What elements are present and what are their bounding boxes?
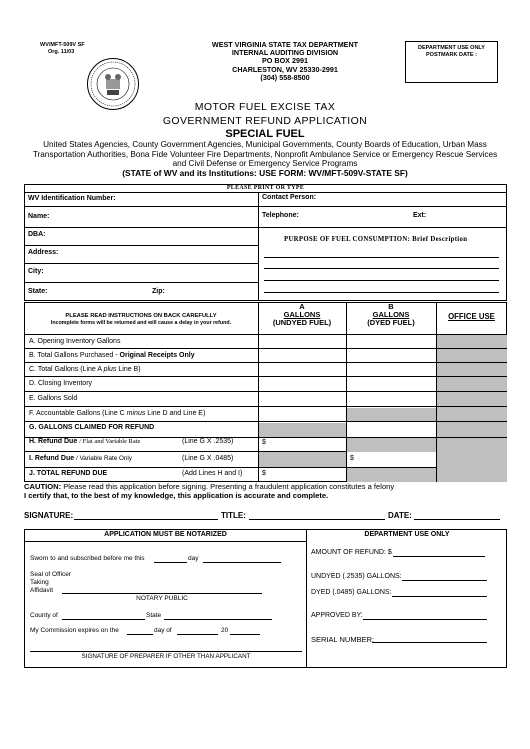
- row-j-formula: (Add Lines H and I): [182, 470, 243, 477]
- print-header: PLEASE PRINT OR TYPE: [226, 185, 305, 191]
- row-h-label: H. Refund Due / Flat and Variable Rate: [29, 438, 141, 445]
- row-h-formula: (Line G X .2535): [182, 438, 234, 445]
- commission-dayof-label: day of: [154, 627, 172, 634]
- shaded-cell: [437, 452, 507, 482]
- notary-state-label: State: [146, 612, 162, 619]
- city-input[interactable]: [50, 266, 255, 276]
- notary-public-label: NOTARY PUBLIC: [136, 595, 188, 602]
- purpose-label: PURPOSE OF FUEL CONSUMPTION: Brief Description: [284, 236, 468, 243]
- department-use-box: DEPARTMENT USE ONLY POSTMARK DATE :: [405, 41, 498, 83]
- wv-id-label: WV Identification Number:: [28, 195, 116, 202]
- row-c-label: C. Total Gallons (Line A plus Line B): [29, 366, 141, 373]
- form-org: Org. 11/03: [48, 49, 75, 55]
- sworn-month-input[interactable]: [203, 562, 281, 563]
- sworn-day-label: day: [188, 555, 199, 562]
- county-input[interactable]: [62, 619, 145, 620]
- approved-by-input[interactable]: [363, 619, 487, 620]
- title-label: TITLE:: [221, 511, 246, 520]
- row-e-label: E. Gallons Sold: [29, 395, 78, 402]
- page-title: MOTOR FUEL EXCISE TAX GOVERNMENT REFUND APPLICATION SPECIAL FUEL: [162, 101, 368, 140]
- serial-number-label: SERIAL NUMBER:: [311, 635, 375, 644]
- notary-state-input[interactable]: [164, 619, 272, 620]
- address-input[interactable]: [65, 248, 255, 258]
- city-label: City:: [28, 268, 44, 275]
- date-input[interactable]: [414, 519, 500, 520]
- shaded-cell: [259, 452, 347, 467]
- row-f-label: F. Accountable Gallons (Line C minus Line D and Line E): [29, 410, 206, 417]
- purpose-line[interactable]: [264, 268, 499, 269]
- purpose-line[interactable]: [264, 280, 499, 281]
- shaded-cell: [347, 408, 437, 423]
- dept2-header: DEPARTMENT USE ONLY: [364, 531, 450, 538]
- shaded-cell: [347, 438, 437, 452]
- preparer-signature-input[interactable]: [30, 651, 302, 652]
- wv-id-input[interactable]: [125, 195, 255, 205]
- office-use-column: [437, 335, 507, 452]
- amount-refund-label: AMOUNT OF REFUND: $: [311, 549, 392, 556]
- contact-person-label: Contact Person:: [262, 194, 317, 201]
- dyed-gallons-input[interactable]: [392, 596, 487, 597]
- row-d-label: D. Closing Inventory: [29, 380, 93, 387]
- title-input[interactable]: [249, 519, 385, 520]
- amount-refund-input[interactable]: [393, 556, 485, 557]
- commission-label: My Commission expires on the: [30, 627, 119, 634]
- commission-day-input[interactable]: [127, 634, 153, 635]
- purpose-line[interactable]: [264, 257, 499, 258]
- ext-label: Ext:: [413, 212, 427, 219]
- notary-signature-input[interactable]: [62, 593, 262, 594]
- instructions-2: Incomplete forms will be returned and will cause a delay in your refund.: [50, 320, 232, 326]
- row-i-formula: (Line G X .0485): [182, 455, 234, 462]
- commission-year-input[interactable]: [230, 634, 260, 635]
- row-i-label: I. Refund Due / Variable Rate Only: [29, 455, 132, 462]
- row-h-dollar: $: [262, 439, 266, 446]
- certify-text: I certify that, to the best of my knowledge, this application is accurate and complete.: [24, 491, 329, 500]
- name-input[interactable]: [55, 210, 255, 220]
- form-id: WV/MFT-509V SF: [40, 42, 85, 48]
- telephone-label: Telephone:: [262, 212, 299, 219]
- instructions-1: PLEASE READ INSTRUCTIONS ON BACK CAREFULLY: [65, 313, 217, 319]
- signature-input[interactable]: [74, 519, 218, 520]
- dyed-gallons-label: DYED (.0485) GALLONS:: [311, 589, 392, 596]
- address-label: Address:: [28, 249, 59, 256]
- agency-address: WEST VIRGINIA STATE TAX DEPARTMENT INTERNAL AUDITING DIVISION PO BOX 2991 CHARLESTON, WV 25330-2991 (304) 558-8500: [211, 40, 359, 82]
- row-b-label: B. Total Gallons Purchased - Original Receipts Only: [29, 352, 195, 359]
- purpose-line[interactable]: [264, 292, 499, 293]
- signature-label: SIGNATURE:: [24, 511, 74, 520]
- shaded-cell: [347, 468, 437, 482]
- ext-input[interactable]: [430, 210, 500, 220]
- approved-by-label: APPROVED BY:: [311, 612, 363, 619]
- shaded-cell: [259, 423, 347, 437]
- seal-officer-label: Seal of Officer Taking Affidavit: [30, 571, 72, 594]
- dba-input[interactable]: [50, 230, 255, 240]
- row-g-label: G. GALLONS CLAIMED FOR REFUND: [29, 424, 155, 431]
- zip-input[interactable]: [168, 286, 255, 296]
- col-a-header: A GALLONS (UNDYED FUEL): [272, 302, 332, 327]
- caution-text: CAUTION: Please read this application before signing. Presenting a fraudulent application constitutes a felony: [24, 482, 395, 491]
- zip-label: Zip:: [152, 288, 165, 295]
- commission-month-input[interactable]: [177, 634, 218, 635]
- state-note: (STATE of WV and its Institutions: USE FORM: WV/MFT-509V-STATE SF): [122, 168, 408, 178]
- commission-year-label: 20: [221, 627, 229, 634]
- contact-person-input[interactable]: [340, 195, 500, 205]
- dba-label: DBA:: [28, 231, 46, 238]
- row-i-dollar: $: [350, 455, 354, 462]
- state-label: State:: [28, 288, 48, 295]
- eligible-agencies: United States Agencies, County Government Agencies, Municipal Governments, County Boards of Education, Urban Mass Transportation Authorities, Bona Fide Volunteer Fire Departments, Nonprofit Ambulance Service or Emergency Rescue Services and Civil Defense or Emergency Service Programs: [32, 140, 498, 169]
- sworn-text: Sworn to and subscribed before me this: [30, 555, 145, 562]
- name-label: Name:: [28, 213, 50, 220]
- serial-number-input[interactable]: [372, 642, 487, 643]
- row-j-label: J. TOTAL REFUND DUE: [29, 470, 108, 477]
- row-a-label: A. Opening Inventory Gallons: [29, 338, 121, 345]
- undyed-gallons-label: UNDYED (.2535) GALLONS:: [311, 573, 402, 580]
- row-j-dollar: $: [262, 470, 266, 477]
- sworn-date-input[interactable]: [154, 562, 187, 563]
- undyed-gallons-input[interactable]: [402, 580, 487, 581]
- telephone-input[interactable]: [305, 210, 405, 220]
- office-use-header: OFFICE USE: [448, 312, 495, 321]
- preparer-label: SIGNATURE OF PREPARER IF OTHER THAN APPLICANT: [81, 653, 251, 660]
- date-label: DATE:: [388, 511, 412, 520]
- col-b-header: B GALLONS (DYED FUEL): [367, 302, 415, 327]
- notary-header: APPLICATION MUST BE NOTARIZED: [104, 531, 227, 538]
- state-input[interactable]: [50, 286, 145, 296]
- county-label: County of: [30, 612, 58, 619]
